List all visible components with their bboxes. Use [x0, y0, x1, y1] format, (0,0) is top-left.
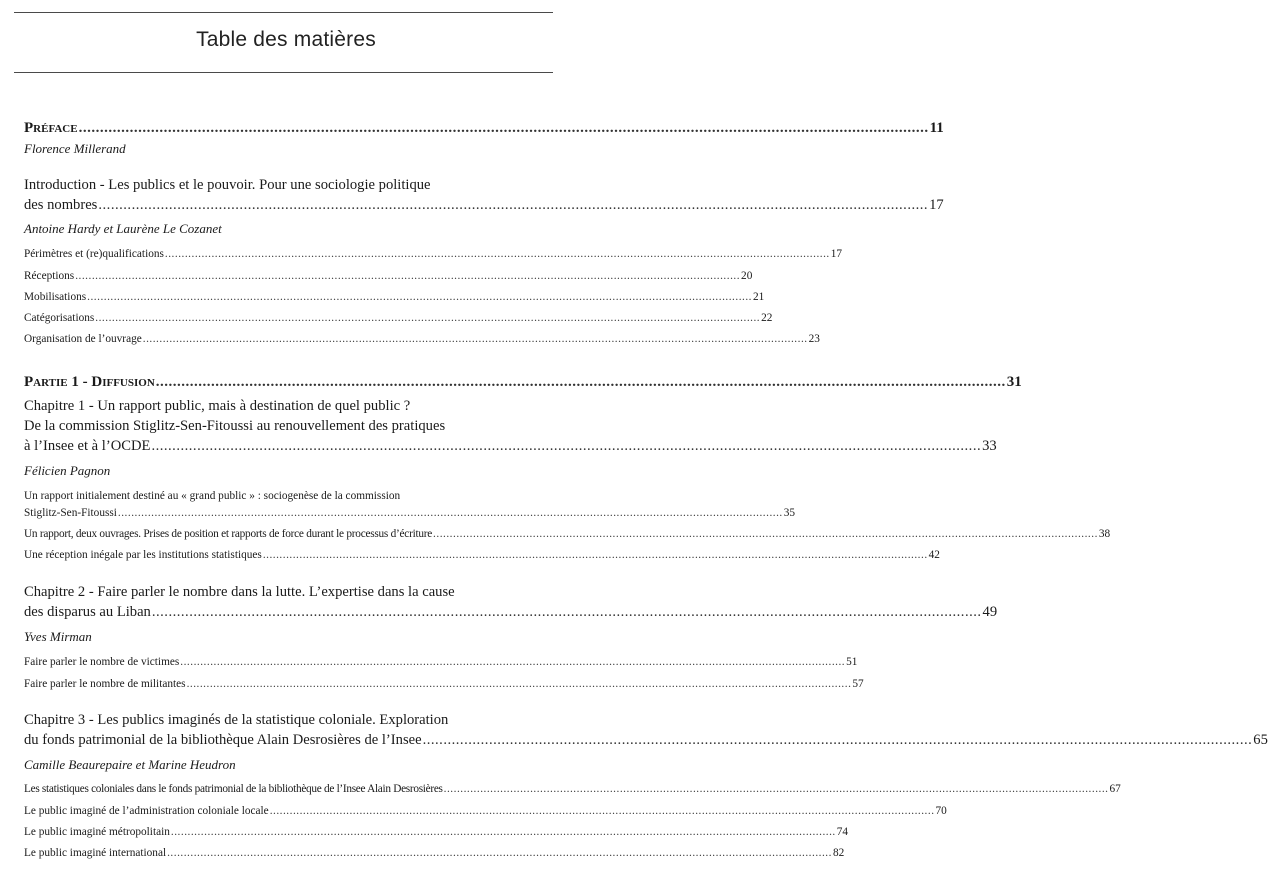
page-number: 42 [928, 549, 940, 561]
toc-entry-introduction[interactable] [24, 197, 944, 214]
entry-title: du fonds patrimonial de la bibliothèque Alain Desrosières de l’Insee [24, 732, 422, 748]
leader-dots: ........................................................................................................................................................................................................ [167, 847, 832, 859]
section-title: Organisation de l’ouvrage [24, 333, 142, 345]
page-number: 51 [846, 656, 858, 668]
toc-entry-part-1[interactable] [24, 374, 1022, 391]
page-number: 65 [1253, 732, 1268, 748]
toc-section[interactable] [24, 783, 1121, 795]
page-number: 49 [982, 604, 998, 620]
leader-dots: ........................................................................................................................................................................................................ [180, 656, 846, 668]
top-rule [14, 12, 553, 13]
toc-section[interactable] [24, 847, 845, 859]
toc-section[interactable] [24, 805, 947, 817]
leader-dots: ........................................................................................................................................................................................................ [164, 248, 830, 260]
toc-entry-chapter-2[interactable] [24, 604, 998, 621]
page-number: 22 [761, 312, 773, 324]
toc-section[interactable] [24, 333, 820, 345]
entry-title-line[interactable]: De la commission Stiglitz-Sen-Fitoussi au renouvellement des pratiques [24, 418, 446, 434]
leader-dots: ........................................................................................................................................................................................................ [269, 805, 935, 817]
page-number: 67 [1109, 783, 1121, 795]
section-title: Stiglitz-Sen-Fitoussi [24, 507, 117, 519]
leader-dots: ........................................................................................................................................................................................................ [262, 549, 928, 561]
section-title-line[interactable]: Un rapport initialement destiné au « grand public » : sociogenèse de la commission [24, 490, 401, 502]
entry-author: Yves Mirman [24, 629, 92, 644]
leader-dots: ........................................................................................................................................................................................................ [422, 732, 1253, 748]
toc-entry-preface[interactable] [24, 120, 944, 137]
section-title: Catégorisations [24, 312, 95, 324]
entry-title: des disparus au Liban [24, 604, 151, 620]
page-number: 21 [752, 291, 765, 303]
section-title: Le public imaginé de l’administration coloniale locale [24, 805, 269, 817]
toc-section[interactable] [24, 248, 843, 260]
section-title: Faire parler le nombre de militantes [24, 678, 186, 690]
leader-dots: ........................................................................................................................................................................................................ [155, 374, 1006, 390]
page-number: 20 [741, 270, 753, 282]
entry-title: des nombres [24, 197, 98, 213]
entry-author: Florence Millerand [24, 141, 126, 156]
toc-section[interactable] [24, 656, 858, 668]
toc-section[interactable] [24, 507, 796, 519]
leader-dots: ........................................................................................................................................................................................................ [142, 333, 808, 345]
section-title: Périmètres et (re)qualifications [24, 248, 164, 260]
page-number: 38 [1098, 528, 1111, 540]
entry-author: Antoine Hardy et Laurène Le Cozanet [24, 221, 222, 236]
section-title: Les statistiques coloniales dans le fonds patrimonial de la bibliothèque de l’Insee Alain Desrosières [24, 783, 443, 795]
entry-title-line[interactable]: Introduction - Les publics et le pouvoir. Pour une sociologie politique [24, 177, 431, 193]
page-number: 17 [929, 197, 944, 213]
page-number: 11 [929, 120, 944, 136]
leader-dots: ........................................................................................................................................................................................................ [75, 270, 741, 282]
leader-dots: ........................................................................................................................................................................................................ [78, 120, 929, 136]
entry-title: Partie 1 - Diffusion [24, 374, 155, 390]
section-title: Réceptions [24, 270, 75, 282]
leader-dots: ........................................................................................................................................................................................................ [98, 197, 929, 213]
toc-section[interactable] [24, 826, 849, 838]
entry-title: à l’Insee et à l’OCDE [24, 438, 151, 454]
page-number: 57 [852, 678, 864, 690]
section-title: Le public imaginé international [24, 847, 167, 859]
leader-dots: ........................................................................................................................................................................................................ [170, 826, 836, 838]
section-title: Faire parler le nombre de victimes [24, 656, 180, 668]
toc-entry-chapter-3[interactable] [24, 732, 1268, 749]
leader-dots: ........................................................................................................................................................................................................ [186, 678, 852, 690]
leader-dots: ........................................................................................................................................................................................................ [151, 604, 982, 620]
page-number: 33 [982, 438, 997, 454]
entry-title-line[interactable]: Chapitre 1 - Un rapport public, mais à destination de quel public ? [24, 398, 411, 414]
toc-section[interactable] [24, 678, 864, 690]
leader-dots: ........................................................................................................................................................................................................ [117, 507, 783, 519]
entry-title-line[interactable]: Chapitre 3 - Les publics imaginés de la statistique coloniale. Exploration [24, 712, 449, 728]
entry-author: Camille Beaurepaire et Marine Heudron [24, 757, 236, 772]
entry-author: Félicien Pagnon [24, 463, 111, 478]
leader-dots: ........................................................................................................................................................................................................ [151, 438, 982, 454]
toc-section[interactable] [24, 549, 940, 561]
toc-section[interactable] [24, 270, 753, 282]
page-number: 23 [808, 333, 820, 345]
toc-section[interactable] [24, 312, 773, 324]
title-rule [14, 72, 553, 73]
leader-dots: ........................................................................................................................................................................................................ [95, 312, 761, 324]
page-number: 82 [832, 847, 845, 859]
toc-entry-chapter-1[interactable] [24, 438, 997, 455]
page-number: 70 [935, 805, 947, 817]
section-title: Le public imaginé métropolitain [24, 826, 170, 838]
page-number: 74 [836, 826, 849, 838]
entry-title-line[interactable]: Chapitre 2 - Faire parler le nombre dans la lutte. L’expertise dans la cause [24, 584, 455, 600]
section-title: Mobilisations [24, 291, 87, 303]
leader-dots: ........................................................................................................................................................................................................ [87, 291, 752, 303]
entry-title: Préface [24, 120, 78, 136]
page-title: Table des matières [196, 28, 376, 51]
toc-section[interactable] [24, 291, 765, 303]
section-title: Une réception inégale par les institutions statistiques [24, 549, 262, 561]
section-title: Un rapport, deux ouvrages. Prises de position et rapports de force durant le processus d’écriture [24, 528, 433, 540]
page-number: 35 [783, 507, 796, 519]
page-number: 17 [830, 248, 843, 260]
page-number: 31 [1006, 374, 1022, 390]
leader-dots: ........................................................................................................................................................................................................ [433, 528, 1098, 540]
toc-section[interactable] [24, 528, 1111, 540]
leader-dots: ........................................................................................................................................................................................................ [443, 783, 1109, 795]
